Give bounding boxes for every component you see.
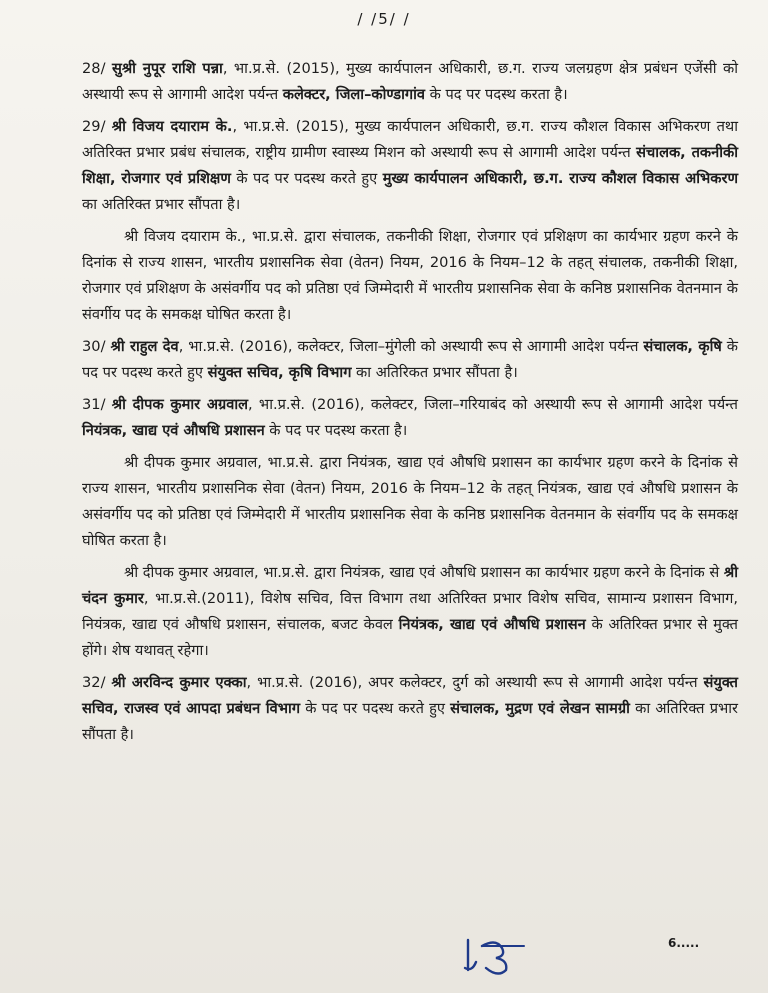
text-run: श्री दीपक कुमार अग्रवाल, भा.प्र.से. द्वारा नियंत्रक, खाद्य एवं औषधि प्रशासन का कार्यभार ग्रहण करने के दिनांक से राज्य शासन, भारतीय प्रशासनिक सेवा (वेतन) नियम, 2016 के नियम–12 के तहत् नियंत्रक, खाद्य एवं औषधि प्रशासन के असंवर्गीय पद को प्रतिष्ठा एवं जिम्मेदारी में भारतीय प्रशासनिक सेवा के कनिष्ठ प्रशासनिक वेतनमान के संवर्गीय पद के समकक्ष घोषित करता है। <box>82 454 738 549</box>
text-run: के पद पर पदस्थ करता है। <box>425 86 568 103</box>
paragraph-p32 <box>82 670 738 748</box>
text-run: श्री विजय दयाराम के., भा.प्र.से. द्वारा संचालक, तकनीकी शिक्षा, रोजगार एवं प्रशिक्षण का कार्यभार ग्रहण करने के दिनांक से राज्य शासन, भारतीय प्रशासनिक सेवा (वेतन) नियम, 2016 के नियम–12 के तहत् संचालक, तकनीकी शिक्षा, रोजगार एवं प्रशिक्षण के असंवर्गीय पद को प्रतिष्ठा एवं जिम्मेदारी में भारतीय प्रशासनिक सेवा के कनिष्ठ प्रशासनिक वेतनमान के संवर्गीय पद के समकक्ष घोषित करता है। <box>82 228 738 323</box>
paragraph-p31c <box>82 560 738 664</box>
text-run: , भा.प्र.से. (2015), मुख्य कार्यपालन अधिकारी, छ.ग. राज्य जलग्रहण क्षेत्र प्रबंधन एजेंसी को अस्थायी रूप से आगामी आदेश पर्यन्त <box>82 60 738 103</box>
paragraph-p31b <box>82 450 738 554</box>
paragraph-p29b <box>82 224 738 328</box>
document-body <box>82 56 738 754</box>
text-run: , भा.प्र.से. (2016), अपर कलेक्टर, दुर्ग को अस्थायी रूप से आगामी आदेश पर्यन्त <box>246 674 704 691</box>
text-run: श्री दीपक कुमार अग्रवाल, भा.प्र.से. द्वारा नियंत्रक, खाद्य एवं औषधि प्रशासन का कार्यभार ग्रहण करने के दिनांक से <box>124 564 724 581</box>
bold-text: सुश्री नुपूर राशि पन्ना <box>111 60 223 77</box>
paragraph-number: 31/ <box>82 396 106 413</box>
next-page-indicator: 6..... <box>668 936 700 950</box>
paragraph-p29 <box>82 114 738 218</box>
text-run: के पद पर पदस्थ करता है। <box>264 422 408 439</box>
text-run: के पद पर पदस्थ करते हुए <box>230 170 383 187</box>
paragraph-p30 <box>82 334 738 386</box>
paragraph-number: 28/ <box>82 60 106 77</box>
text-run: का अतिरिक्त प्रभार सौंपता है। <box>82 700 739 743</box>
bold-text: कलेक्टर, जिला–कोण्डागांव <box>282 86 425 103</box>
bold-text: श्री राहुल देव <box>110 338 179 355</box>
bold-text: संयुक्त सचिव, राजस्व एवं आपदा प्रबंधन विभाग <box>82 674 739 717</box>
bold-text: नियंत्रक, खाद्य एवं औषधि प्रशासन <box>82 422 265 439</box>
paragraph-number: 30/ <box>82 338 106 355</box>
paragraph-p28 <box>82 56 738 108</box>
bold-text: श्री अरविन्द कुमार एक्का <box>111 674 247 691</box>
text-run: , भा.प्र.से. (2015), मुख्य कार्यपालन अधिकारी, छ.ग. राज्य कौशल विकास अभिकरण तथा अतिरिक्त प्रभार प्रबंध संचालक, राष्ट्रीय ग्रामीण स्वास्थ्य मिशन को अस्थायी रूप से आगामी आदेश पर्यन्त <box>82 118 739 161</box>
bold-text: संचालक, तकनीकी शिक्षा, रोजगार एवं प्रशिक्षण <box>82 144 738 187</box>
bold-text: श्री दीपक कुमार अग्रवाल <box>111 396 248 413</box>
page-number: / /5/ / <box>357 10 411 28</box>
paragraph-number: 29/ <box>82 118 106 135</box>
handwritten-signature <box>462 932 532 978</box>
bold-text: नियंत्रक, खाद्य एवं औषधि प्रशासन <box>398 616 586 633</box>
text-run: के पद पर पदस्थ करते हुए <box>82 338 739 381</box>
text-run: , भा.प्र.से.(2011), विशेष सचिव, वित्त विभाग तथा अतिरिक्त प्रभार विशेष सचिव, सामान्य प्रशासन विभाग, नियंत्रक, खाद्य एवं औषधि प्रशासन, संचालक, बजट केवल <box>82 590 738 633</box>
bold-text: संचालक, कृषि <box>643 338 722 355</box>
bold-text: श्री विजय दयाराम के. <box>111 118 233 135</box>
text-run: , भा.प्र.से. (2016), कलेक्टर, जिला–गरियाबंद को अस्थायी रूप से आगामी आदेश पर्यन्त <box>248 396 738 413</box>
bold-text: संचालक, मुद्रण एवं लेखन सामग्री <box>450 700 630 717</box>
paragraph-p31 <box>82 392 738 444</box>
text-run: के अतिरिक्त प्रभार से मुक्त होंगे। शेष यथावत् रहेगा। <box>82 616 738 659</box>
text-run: का अतिरिक्त प्रभार सौंपता है। <box>82 196 241 213</box>
bold-text: संयुक्त सचिव, कृषि विभाग <box>207 364 352 381</box>
bold-text: मुख्य कार्यपालन अधिकारी, छ.ग. राज्य कौशल विकास अभिकरण <box>382 170 739 187</box>
text-run: , भा.प्र.से. (2016), कलेक्टर, जिला–मुंगेली को अस्थायी रूप से आगामी आदेश पर्यन्त <box>178 338 644 355</box>
text-run: के पद पर पदस्थ करते हुए <box>300 700 451 717</box>
text-run: का अतिरिकत प्रभार सौंपता है। <box>351 364 518 381</box>
bold-text: श्री चंदन कुमार <box>82 564 738 607</box>
paragraph-number: 32/ <box>82 674 106 691</box>
